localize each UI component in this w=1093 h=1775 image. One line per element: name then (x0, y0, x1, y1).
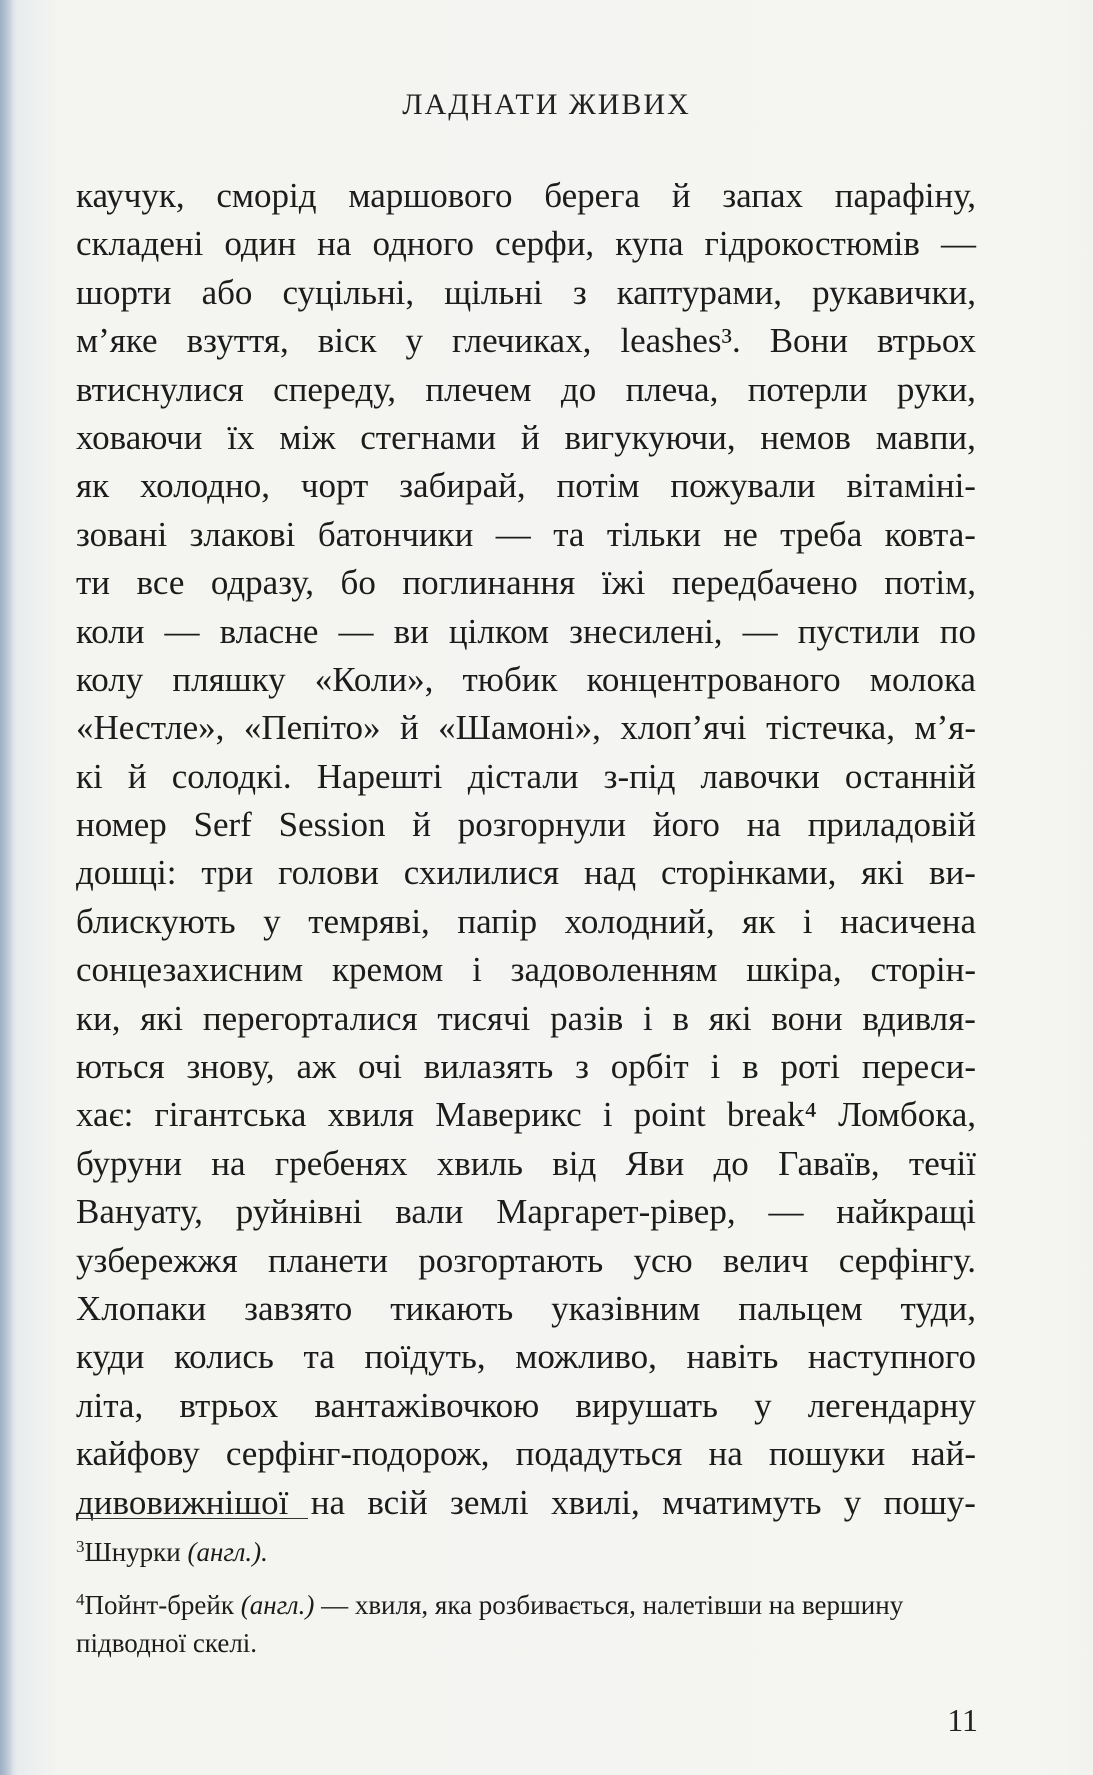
text-line: Хлопаки завзято тикають указівним пальцем туди, (76, 1288, 976, 1328)
footnote-divider (76, 1518, 308, 1519)
text-line: ховаючи їх між стегнами й вигукуючи, немов мавпи, (76, 417, 976, 457)
footnote-4-rest: — хвиля, яка розбивається, налетівши на вершину підводної скелі. (76, 1590, 904, 1658)
footnotes (76, 1528, 976, 1662)
text-line: ти все одразу, бо поглинання їжі передбачено потім, (76, 563, 976, 603)
footnote-4-text: Пойнт-брейк (84, 1590, 241, 1620)
text-line: каучук, сморід маршового берега й запах парафіну, (76, 176, 976, 215)
text-line: сонцезахисним кремом і задоволенням шкіра, сторін- (76, 950, 976, 990)
text-line: шорти або суцільні, щільні з каптурами, рукавички, (76, 272, 976, 312)
page-number: 11 (947, 1702, 978, 1738)
text-line: втиснулися спереду, плечем до плеча, потерли руки, (76, 369, 976, 409)
text-line: дошці: три голови схилилися над сторінками, які ви- (76, 853, 976, 893)
body-text (76, 172, 976, 1527)
text-line: коли — власне — ви цілком знесилені, — пустили по (76, 611, 976, 651)
text-line: дивовижнішої на всій землі хвилі, мчатимуть у пошу- (76, 1482, 976, 1522)
text-line: буруни на гребенях хвиль від Яви до Гаваїв, течії (76, 1143, 976, 1183)
text-line: узбережжя планети розгортають усю велич серфінгу. (76, 1240, 976, 1280)
text-line: «Нестле», «Пепіто» й «Шамоні», хлоп’ячі тістечка, м’я- (76, 708, 976, 748)
footnote-3-marker: 3 (76, 1537, 85, 1556)
footnote-3-note: (англ.). (187, 1537, 268, 1567)
text-line: номер Serf Session й розгорнули його на приладовій (76, 805, 976, 845)
text-line: як холодно, чорт забирай, потім пожували вітаміні- (76, 466, 976, 506)
footnote-4 (76, 1581, 976, 1662)
footnote-3 (76, 1528, 976, 1571)
text-line: складені один на одного серфи, купа гідрокостюмів — (76, 224, 976, 264)
spine-shadow (0, 0, 14, 1775)
text-line: Вануату, руйнівні вали Маргарет-рівер, — найкращі (76, 1192, 976, 1232)
text-line: блискують у темряві, папір холодний, як і насичена (76, 901, 976, 941)
text-line: ються знову, аж очі вилазять з орбіт і в роті переси- (76, 1047, 976, 1087)
text-line: літа, втрьох вантажівочкою вирушать у легендарну (76, 1385, 976, 1425)
text-line: куди колись та поїдуть, можливо, навіть наступного (76, 1337, 976, 1377)
text-line: колу пляшку «Коли», тюбик концентрованого молока (76, 659, 976, 699)
footnote-4-note: (англ.) (240, 1590, 315, 1620)
text-line: кайфову серфінг-подорож, подадуться на пошуки най- (76, 1434, 976, 1474)
text-line: хає: гігантська хвиля Маверикс і point break⁴ Ломбока, (76, 1095, 976, 1135)
running-header: ЛАДНАТИ ЖИВИХ (402, 88, 691, 121)
footnote-4-marker: 4 (76, 1590, 85, 1609)
footnote-3-text: Шнурки (84, 1537, 188, 1567)
text-line: ки, які перегорталися тисячі разів і в які вони вдивля- (76, 998, 976, 1038)
text-line: кі й солодкі. Нарешті дістали з-під лавочки останній (76, 756, 976, 796)
text-line: м’яке взуття, віск у глечиках, leashes³. Вони втрьох (76, 321, 976, 361)
text-line: зовані злакові батончики — та тільки не треба ковта- (76, 514, 976, 554)
